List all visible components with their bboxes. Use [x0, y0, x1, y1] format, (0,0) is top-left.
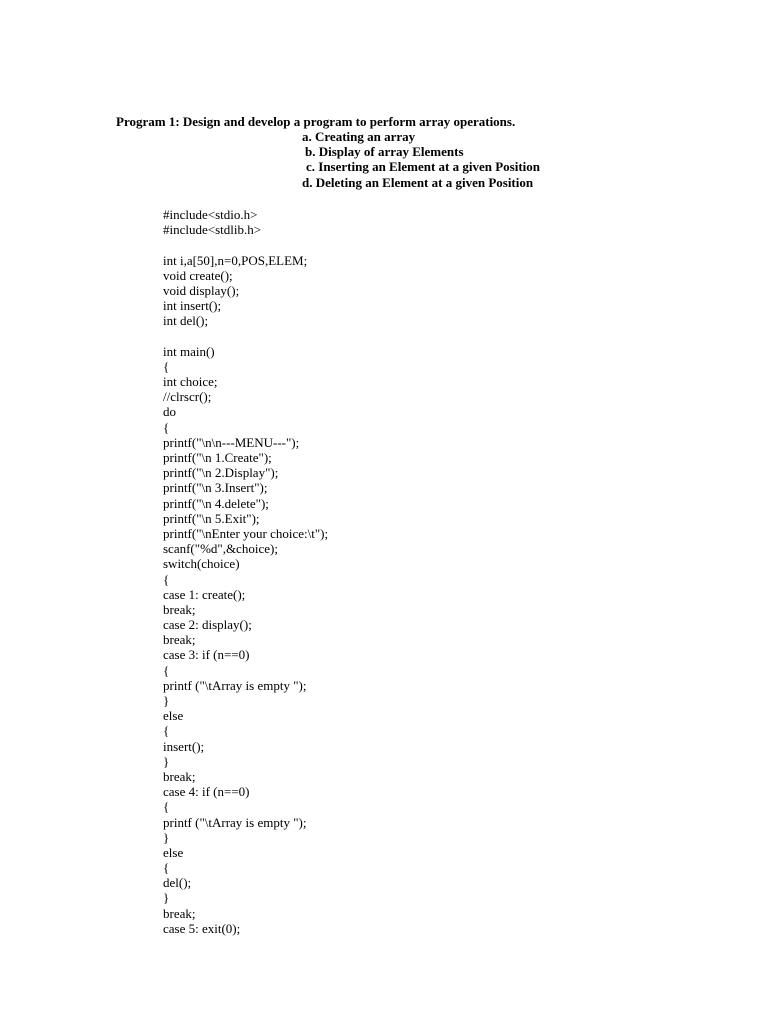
code-line: printf("\n 4.delete"); — [163, 495, 269, 511]
code-line: { — [163, 860, 170, 876]
code-line: } — [163, 890, 170, 906]
code-line: printf ("\tArray is empty "); — [163, 677, 307, 693]
code-line: del(); — [163, 875, 192, 891]
code-line: printf("\n 5.Exit"); — [163, 510, 260, 526]
code-line: break; — [163, 905, 196, 921]
code-line: insert(); — [163, 738, 205, 754]
code-line: break; — [163, 632, 196, 648]
code-line: break; — [163, 601, 196, 617]
code-line: break; — [163, 768, 196, 784]
code-listing — [163, 207, 328, 936]
code-line: { — [163, 799, 170, 815]
subtask-c: c. Inserting an Element at a given Position — [306, 159, 540, 174]
code-line: printf("\nEnter your choice:\t"); — [163, 525, 329, 541]
code-line: { — [163, 419, 170, 435]
code-line: printf("\n 3.Insert"); — [163, 480, 268, 496]
code-line: case 4: if (n==0) — [163, 784, 250, 800]
code-line: case 3: if (n==0) — [163, 647, 250, 663]
code-blank-line — [163, 237, 328, 252]
code-line: #include<stdio.h> — [163, 207, 258, 222]
subtask-d: d. Deleting an Element at a given Position — [302, 175, 534, 190]
code-line: } — [163, 693, 170, 708]
code-line: void create(); — [163, 267, 233, 283]
code-line: #include<stdlib.h> — [163, 222, 262, 238]
code-line: printf("\n 1.Create"); — [163, 450, 272, 465]
code-line: { — [163, 662, 170, 678]
program-title: Program 1: Design and develop a program to perform array operations. — [116, 114, 516, 129]
code-line: int del(); — [163, 313, 209, 329]
code-line: scanf("%d",&choice); — [163, 541, 278, 557]
code-line: printf("\n 2.Display"); — [163, 465, 279, 481]
code-line: case 1: create(); — [163, 586, 246, 602]
code-line: //clrscr(); — [163, 389, 212, 405]
code-line: void display(); — [163, 282, 240, 298]
code-line: else — [163, 844, 184, 860]
code-line: } — [163, 829, 170, 845]
code-line: { — [163, 571, 170, 587]
code-line: int choice; — [163, 374, 218, 390]
code-line: else — [163, 708, 184, 724]
code-line: { — [163, 358, 170, 374]
code-line: int i,a[50],n=0,POS,ELEM; — [163, 252, 308, 268]
code-blank-line — [163, 329, 328, 344]
subtask-a: a. Creating an array — [302, 129, 416, 144]
code-line: printf ("\tArray is empty "); — [163, 814, 307, 830]
code-line: { — [163, 723, 170, 739]
code-line: case 2: display(); — [163, 617, 252, 633]
code-line: int main() — [163, 343, 215, 359]
code-line: switch(choice) — [163, 556, 240, 572]
code-line: } — [163, 753, 170, 769]
subtask-b: b. Display of array Elements — [305, 144, 464, 159]
code-line: int insert(); — [163, 298, 222, 314]
code-line: printf("\n\n---MENU---"); — [163, 434, 300, 450]
code-line: do — [163, 404, 176, 420]
code-line: case 5: exit(0); — [163, 920, 241, 936]
